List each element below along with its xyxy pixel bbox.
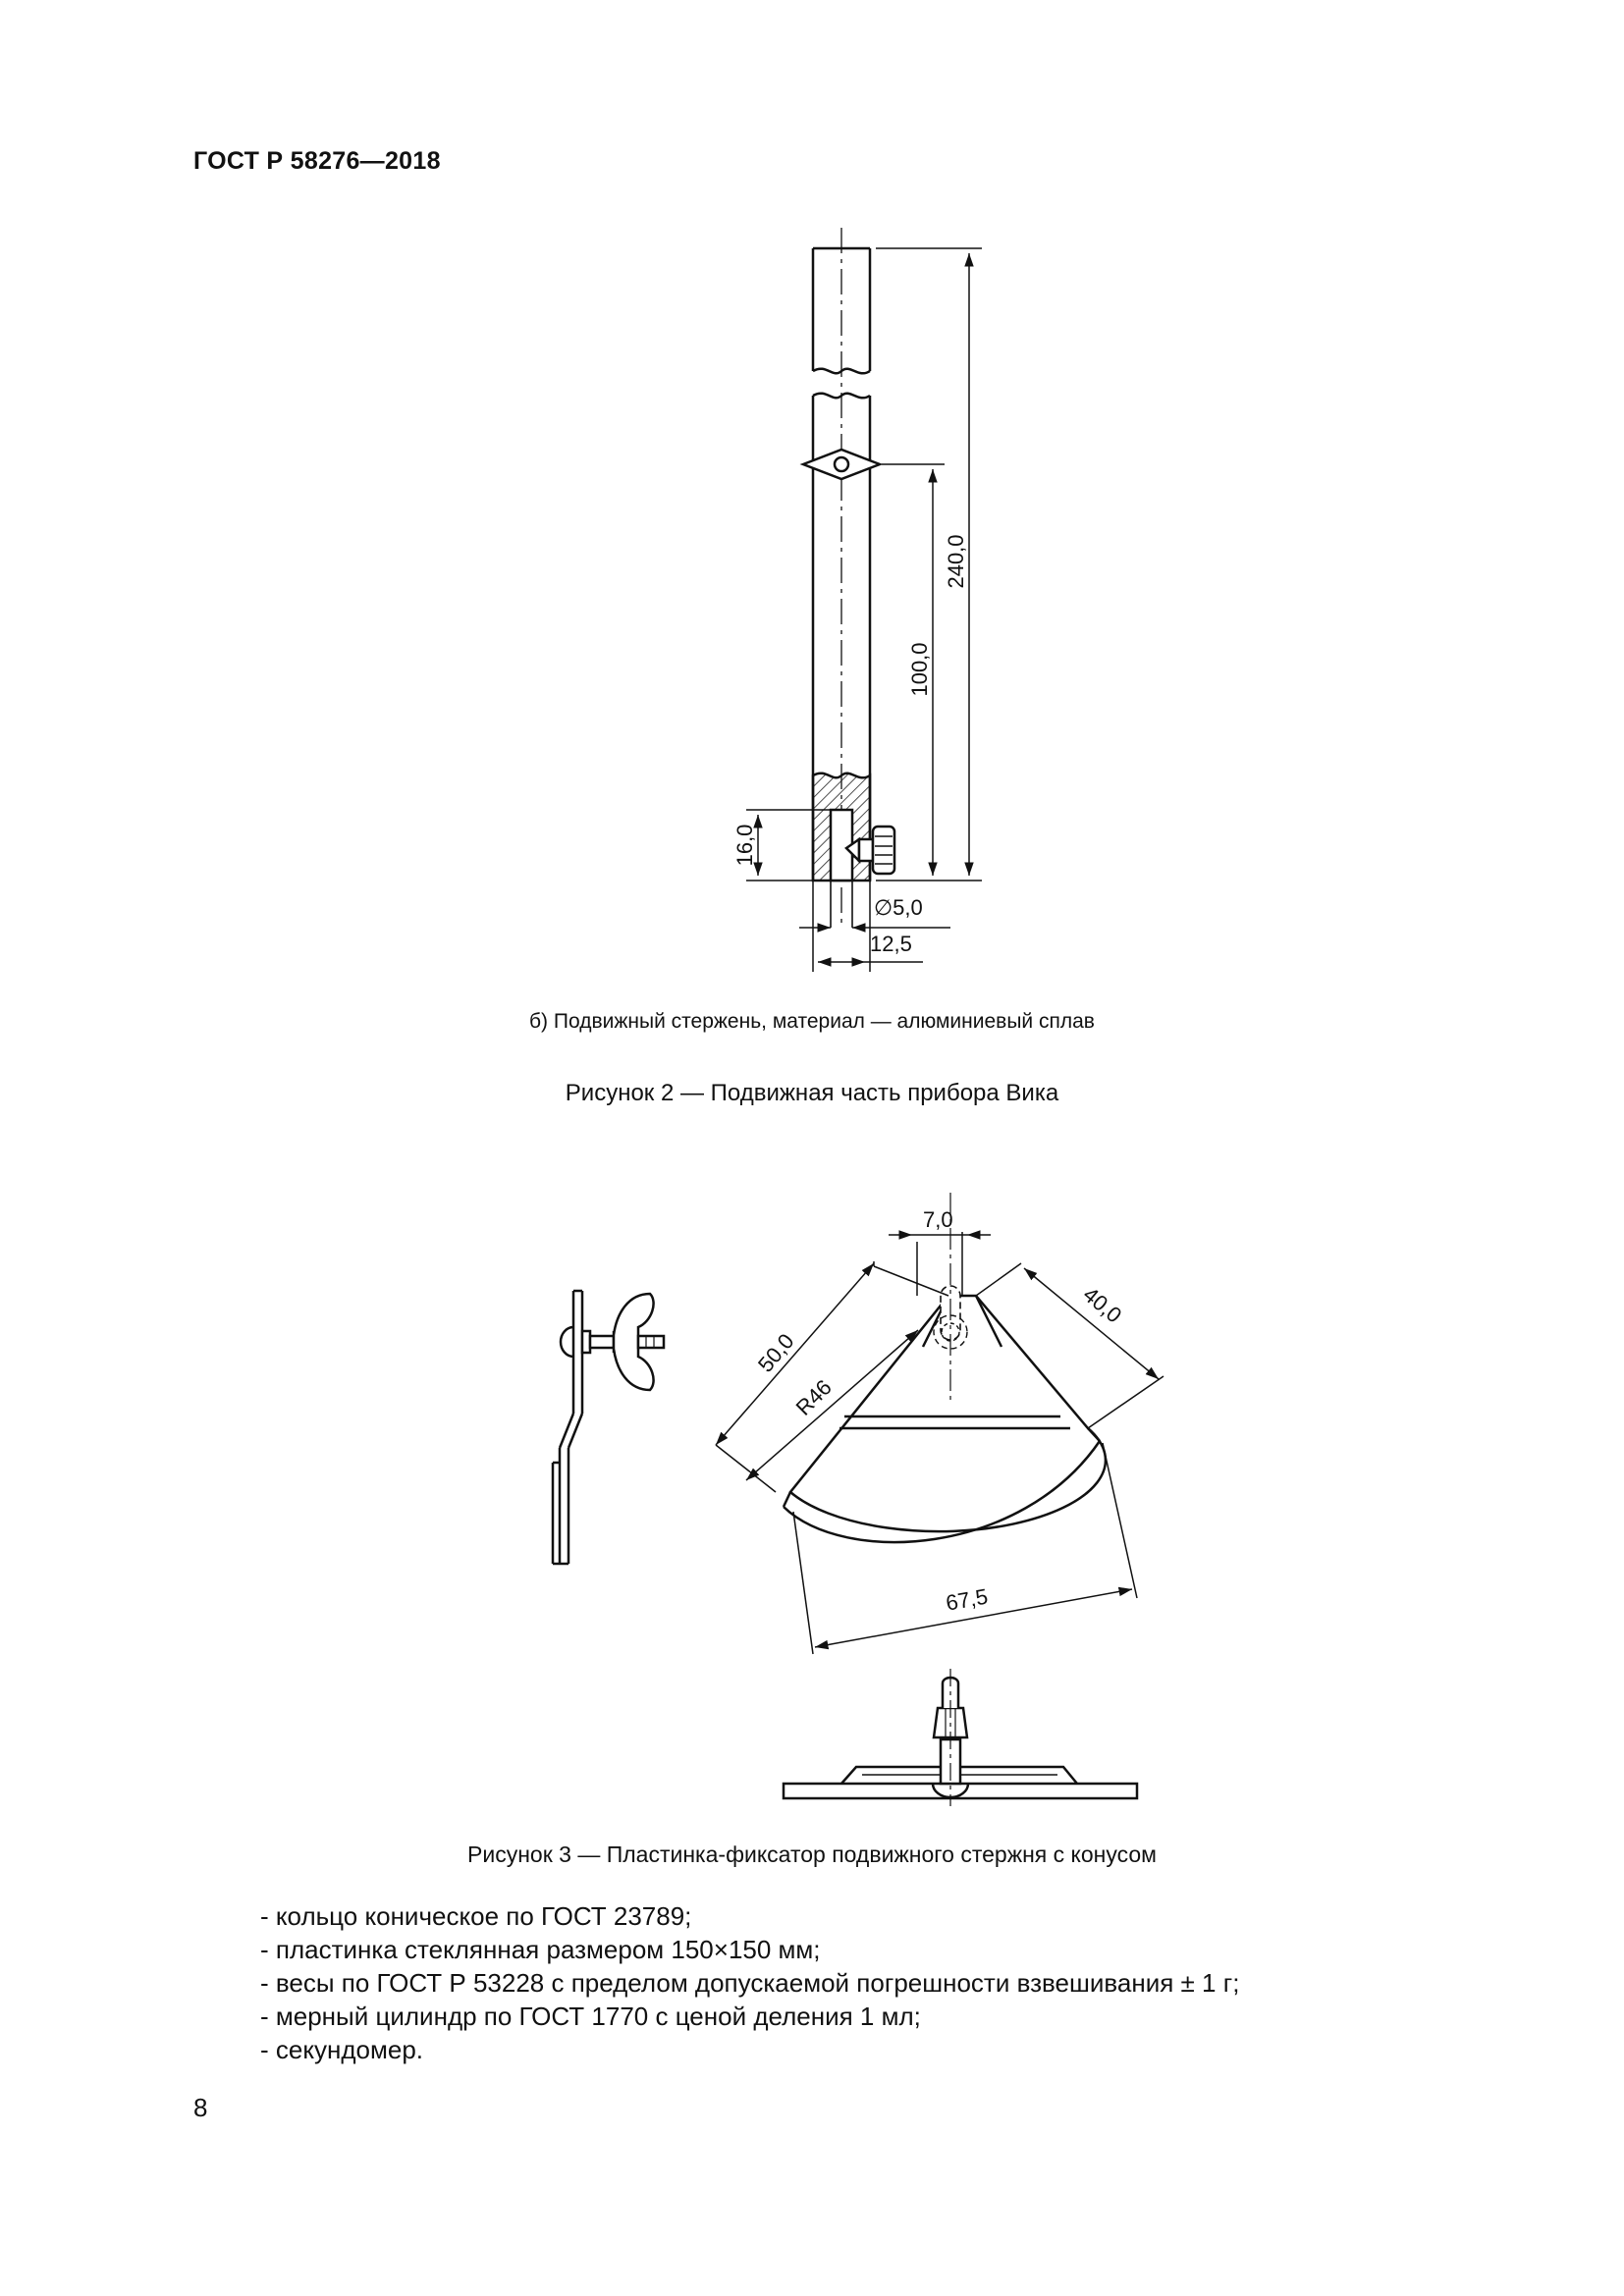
figure-2-rod-drawing xyxy=(803,228,894,928)
dim-total-length: 240,0 xyxy=(944,534,968,589)
dim-right-side: 40,0 xyxy=(1078,1281,1127,1328)
figure-3-bottom-view xyxy=(784,1669,1137,1806)
figure-2-subcaption: б) Подвижный стержень, материал — алюминиевый сплав xyxy=(529,1010,1095,1033)
figure-3-caption: Рисунок 3 — Пластинка-фиксатор подвижного стержня с конусом xyxy=(467,1842,1157,1867)
document-code-header: ГОСТ Р 58276—2018 xyxy=(193,147,441,175)
dim-radius: R46 xyxy=(790,1374,837,1420)
list-item: - пластинка стеклянная размером 150×150 мм; xyxy=(260,1935,821,1964)
dim-bore-diameter: ∅5,0 xyxy=(874,895,923,920)
figure-2-caption: Рисунок 2 — Подвижная часть прибора Вика xyxy=(565,1080,1059,1106)
dim-socket-depth: 16,0 xyxy=(732,824,757,867)
dim-chord: 67,5 xyxy=(944,1583,990,1616)
equipment-list xyxy=(260,1899,1239,2066)
figure-3-front-view xyxy=(784,1193,1106,1542)
list-item: - весы по ГОСТ Р 53228 с пределом допускаемой погрешности взвешивания ± 1 г; xyxy=(260,1968,1240,1998)
list-item: - мерный цилиндр по ГОСТ 1770 с ценой деления 1 мл; xyxy=(260,2002,921,2031)
page-number: 8 xyxy=(193,2093,208,2122)
dim-rod-diameter: 12,5 xyxy=(870,932,912,956)
list-item: - секундомер. xyxy=(260,2035,424,2064)
dim-hole-to-end: 100,0 xyxy=(907,642,932,697)
list-item: - кольцо коническое по ГОСТ 23789; xyxy=(260,1901,692,1931)
dim-side-length: 50,0 xyxy=(752,1328,799,1377)
dim-slot-width: 7,0 xyxy=(923,1207,953,1232)
figure-3-side-view xyxy=(553,1291,664,1564)
